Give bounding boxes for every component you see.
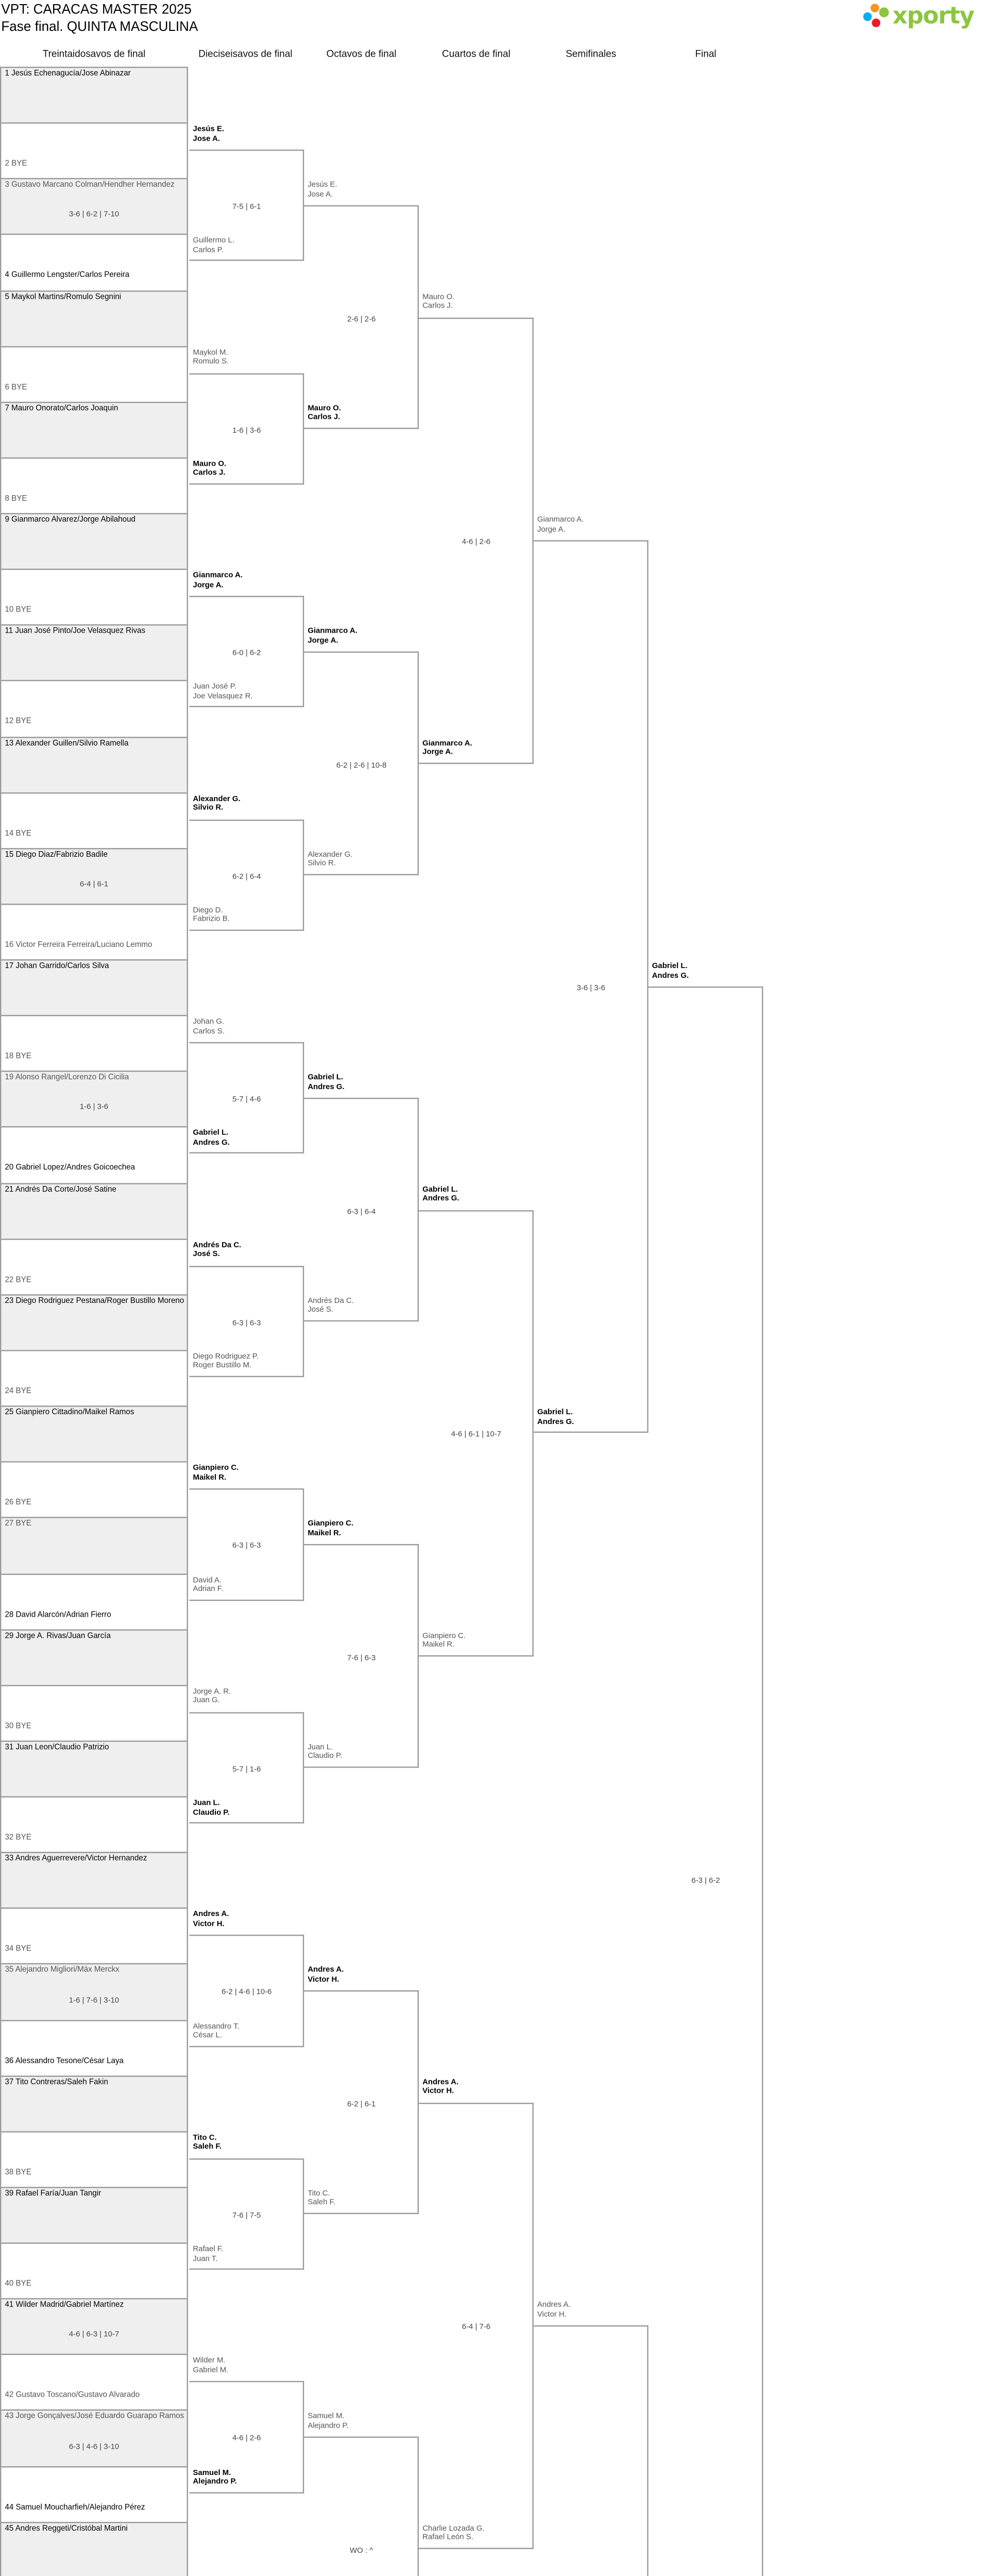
match-slot[interactable]: [0, 1462, 188, 1517]
player-top: 9 Gianmarco Alvarez/Jorge Abilahoud: [5, 515, 135, 524]
player-bottom: 10 BYE: [5, 606, 31, 615]
team-top-name: Jesús E.: [193, 125, 225, 134]
team-top-name: Gianmarco A.: [537, 515, 584, 524]
slot-divider: [1, 681, 186, 682]
slot-divider: [1, 1462, 186, 1463]
match-slot[interactable]: [0, 1573, 188, 1629]
slot-divider: [1, 1573, 186, 1574]
match-score: 1-6 | 3-6: [79, 1103, 109, 1112]
match-slot[interactable]: [0, 1015, 188, 1071]
slot-divider: [1, 1908, 186, 1909]
match-score: 1-6 | 3-6: [232, 426, 261, 435]
match-score: 3-6 | 3-6: [576, 984, 605, 993]
team-top-name: Andrés Da C.: [193, 1241, 242, 1250]
team-top-name: Gianpiero C.: [308, 1519, 354, 1529]
player-top: 31 Juan Leon/Claudio Patrizio: [5, 1743, 109, 1752]
match-slot[interactable]: [0, 2075, 188, 2131]
player-top: 43 Jorge Gonçalves/José Eduardo Guarapo Ramos: [5, 2412, 184, 2421]
team-bottom-name: Saleh F.: [308, 2198, 336, 2208]
slot-divider: [1, 290, 186, 291]
match-slot[interactable]: [0, 1294, 188, 1350]
team-bottom-name: Carlos J.: [308, 413, 340, 422]
match-score: 6-3 | 6-4: [347, 1207, 376, 1216]
team-top-name: Wilder M.: [193, 2357, 226, 2366]
team-top-name: Andres A.: [308, 1966, 344, 1975]
team-bottom-name: Claudio P.: [308, 1752, 343, 1761]
match-slot[interactable]: [0, 1071, 188, 1127]
player-bottom: 22 BYE: [5, 1275, 31, 1284]
team-top-name: Andres A.: [422, 2077, 459, 2087]
slot-divider: [1, 2020, 186, 2021]
team-top-name: Andres G.: [308, 1082, 345, 1092]
player-top: 15 Diego Diaz/Fabrizio Badile: [5, 850, 108, 859]
match-slot[interactable]: [0, 2020, 188, 2075]
logo-text: xporty: [892, 2, 974, 30]
team-top-name: Romulo S.: [193, 357, 229, 366]
team-bottom-name: Tito C.: [308, 2189, 330, 2198]
match-slot[interactable]: [0, 569, 188, 624]
player-bottom: 30 BYE: [5, 1721, 31, 1731]
match-slot[interactable]: [0, 736, 188, 792]
match-score: 4-6 | 6-3 | 10-7: [69, 2330, 120, 2340]
team-bottom-name: Andres G.: [193, 1138, 230, 1147]
player-bottom: 28 David Alarcón/Adrian Fierro: [5, 1610, 111, 1619]
slot-divider: [1, 513, 186, 514]
team-top-name: Gabriel L.: [652, 961, 688, 971]
team-bottom-name: Alejandro P.: [193, 2477, 237, 2486]
team-bottom-name: César L.: [193, 2031, 222, 2040]
slot-divider: [1, 1517, 186, 1518]
match-score: 6-0 | 6-2: [232, 649, 261, 658]
team-top-name: Jesús E.: [308, 180, 337, 190]
round-header-r16: Octavos de final: [326, 48, 397, 60]
player-top: 19 Alonso Rangel/Lorenzo Di Cicilia: [5, 1073, 129, 1082]
player-top: 39 Rafael Faría/Juan Tangir: [5, 2189, 101, 2198]
team-bottom-name: Maikel R.: [422, 1640, 455, 1650]
player-top: 23 Diego Rodriguez Pestana/Roger Bustillo Moreno: [5, 1296, 184, 1306]
player-bottom: 34 BYE: [5, 1945, 31, 1954]
slot-divider: [1, 792, 186, 793]
team-top-name: Carlos J.: [422, 301, 453, 311]
page-title: VPT: CARACAS MASTER 2025: [1, 2, 192, 18]
slot-divider: [1, 2243, 186, 2244]
player-top: 13 Alexander Guillen/Silvio Ramella: [5, 738, 129, 748]
match-score: 4-6 | 6-1 | 10-7: [451, 1430, 502, 1439]
match-score: 6-3 | 6-3: [232, 1542, 261, 1551]
slot-divider: [1, 1127, 186, 1128]
slot-divider: [1, 1182, 186, 1183]
match-slot[interactable]: [0, 123, 188, 178]
team-top-name: Jorge A.: [193, 580, 224, 589]
team-bottom-name: Andrés Da C.: [308, 1296, 354, 1306]
team-top-name: Jorge A.: [308, 636, 338, 646]
bracket-bottom-border: [0, 1852, 188, 1853]
player-top: 25 Gianpiero Cittadino/Maikel Ramos: [5, 1408, 134, 1417]
match-slot[interactable]: [0, 1239, 188, 1294]
player-top: 45 Andres Reggeti/Cristóbal Martini: [5, 2524, 128, 2533]
team-bottom-name: Jorge A.: [422, 748, 453, 757]
match-slot[interactable]: [0, 1350, 188, 1405]
team-top-name: Gianpiero C.: [193, 1464, 239, 1473]
match-box[interactable]: [649, 987, 763, 2576]
team-bottom-name: Silvio R.: [308, 859, 336, 869]
team-bottom-name: Rafael León S.: [422, 2533, 473, 2542]
team-bottom-name: Carlos P.: [193, 246, 224, 255]
match-slot[interactable]: [0, 346, 188, 401]
team-top-name: Andres G.: [652, 971, 689, 980]
match-slot[interactable]: [0, 290, 188, 346]
match-slot[interactable]: [0, 234, 188, 290]
match-slot[interactable]: [0, 959, 188, 1015]
team-top-name: Andres G.: [422, 1194, 459, 1203]
match-score: 4-6 | 2-6: [462, 537, 491, 547]
team-top-name: Victor H.: [193, 1919, 225, 1928]
match-slot[interactable]: [0, 1182, 188, 1238]
slot-divider: [1, 457, 186, 459]
page-subtitle: Fase final. QUINTA MASCULINA: [1, 20, 198, 35]
slot-divider: [1, 1239, 186, 1240]
player-bottom: 2 BYE: [5, 159, 27, 168]
match-slot[interactable]: [0, 624, 188, 680]
match-slot[interactable]: [0, 681, 188, 736]
match-slot[interactable]: [0, 2466, 188, 2521]
match-score: 6-2 | 6-4: [232, 872, 261, 882]
team-bottom-name: Gianmarco A.: [422, 738, 472, 748]
match-slot[interactable]: [0, 2243, 188, 2298]
team-bottom-name: Gianpiero C.: [422, 1631, 466, 1640]
match-score: 6-2 | 2-6 | 10-8: [336, 760, 387, 770]
slot-divider: [1, 2521, 186, 2522]
match-score: 6-3 | 6-3: [232, 1318, 261, 1328]
slot-divider: [1, 2075, 186, 2076]
slot-divider: [1, 2187, 186, 2188]
slot-divider: [1, 1350, 186, 1351]
round-header-qf: Cuartos de final: [442, 48, 510, 60]
slot-divider: [1, 904, 186, 905]
player-bottom: 44 Samuel Moucharfieh/Alejandro Pérez: [5, 2502, 145, 2512]
player-bottom: 6 BYE: [5, 382, 27, 392]
player-bottom: 20 Gabriel Lopez/Andres Goicoechea: [5, 1164, 135, 1173]
team-top-name: Victor H.: [308, 1975, 339, 1984]
match-score: 5-7 | 4-6: [232, 1095, 261, 1105]
team-bottom-name: Mauro O.: [193, 460, 227, 469]
match-slot[interactable]: [0, 1963, 188, 2019]
player-top: 5 Maykol Martins/Romulo Segnini: [5, 292, 122, 301]
round-header-r32: Dieciseisavos de final: [198, 48, 293, 60]
round-header-sf: Semifinales: [566, 48, 617, 60]
player-top: 29 Jorge A. Rivas/Juan García: [5, 1631, 111, 1640]
team-bottom-name: Gabriel L.: [537, 1408, 573, 1417]
team-top-name: Gianmarco A.: [193, 571, 243, 580]
team-top-name: Jorge A.: [537, 524, 566, 534]
team-top-name: Gabriel L.: [422, 1185, 458, 1194]
match-slot[interactable]: [0, 457, 188, 513]
player-top: 11 Juan José Pinto/Joe Velasquez Rivas: [5, 627, 146, 636]
player-bottom: 12 BYE: [5, 717, 31, 726]
slot-divider: [1, 1015, 186, 1016]
slot-divider: [1, 1685, 186, 1686]
team-top-name: Mauro O.: [422, 292, 455, 301]
slot-divider: [1, 401, 186, 402]
team-bottom-name: Fabrizio B.: [193, 915, 230, 924]
team-bottom-name: Alessandro T.: [193, 2022, 240, 2031]
match-slot[interactable]: [0, 513, 188, 569]
player-top: 27 BYE: [5, 1519, 31, 1529]
match-slot[interactable]: [0, 1740, 188, 1796]
match-box[interactable]: [534, 2326, 649, 2576]
team-bottom-name: Juan José P.: [193, 683, 236, 692]
logo-dot-orange: [871, 4, 879, 12]
team-top-name: Carlos S.: [193, 1027, 225, 1036]
match-slot[interactable]: [0, 178, 188, 234]
match-score: 6-2 | 4-6 | 10-6: [221, 1988, 272, 1997]
slot-divider: [1, 2410, 186, 2411]
team-top-name: Gianmarco A.: [308, 627, 357, 636]
match-slot[interactable]: [0, 2298, 188, 2354]
match-score: 4-6 | 2-6: [232, 2434, 261, 2444]
team-top-name: Samuel M.: [308, 2412, 345, 2421]
team-bottom-name: Charlie Lozada G.: [422, 2524, 485, 2533]
team-top-name: Jose A.: [193, 134, 220, 143]
slot-divider: [1, 1796, 186, 1797]
team-bottom-name: Joe Velasquez R.: [193, 692, 253, 701]
team-bottom-name: Juan L.: [308, 1743, 333, 1752]
team-top-name: Jorge A. R.: [193, 1687, 231, 1696]
logo-dot-red: [872, 19, 880, 27]
match-score: 6-3 | 6-2: [691, 1876, 720, 1886]
player-bottom: 42 Gustavo Toscano/Gustavo Alvarado: [5, 2391, 140, 2400]
player-bottom: 8 BYE: [5, 494, 27, 503]
player-top: 37 Tito Contreras/Saleh Fakin: [5, 2077, 108, 2087]
player-bottom: 32 BYE: [5, 1833, 31, 1842]
player-bottom: 36 Alessandro Tesone/César Laya: [5, 2056, 124, 2065]
team-top-name: Alexander G.: [193, 794, 241, 803]
team-top-name: Victor H.: [537, 2310, 567, 2319]
match-score: 7-6 | 6-3: [347, 1653, 376, 1663]
slot-divider: [1, 959, 186, 960]
round-header-final: Final: [695, 48, 717, 60]
match-slot[interactable]: [0, 401, 188, 457]
team-top-name: Saleh F.: [193, 2143, 222, 2151]
team-bottom-name: Diego D.: [193, 906, 223, 915]
match-score: WO : ^: [350, 2546, 373, 2555]
slot-divider: [1, 2354, 186, 2355]
team-bottom-name: Guillermo L.: [193, 236, 234, 245]
team-bottom-name: Roger Bustillo M.: [193, 1362, 252, 1370]
match-box[interactable]: [304, 2437, 419, 2576]
match-score: 7-5 | 6-1: [232, 203, 261, 212]
player-top: 7 Mauro Onorato/Carlos Joaquin: [5, 404, 118, 413]
slot-divider: [1, 2466, 186, 2467]
team-top-name: Jose A.: [308, 190, 333, 199]
match-slot[interactable]: [0, 1127, 188, 1182]
slot-divider: [1, 1294, 186, 1295]
match-score: 5-7 | 1-6: [232, 1765, 261, 1774]
team-top-name: Maykol M.: [193, 348, 228, 357]
player-bottom: 16 Victor Ferreira Ferreira/Luciano Lemmo: [5, 940, 152, 950]
slot-divider: [1, 1963, 186, 1964]
player-top: 41 Wilder Madrid/Gabriel Martínez: [5, 2300, 124, 2310]
slot-divider: [1, 67, 186, 68]
team-top-name: Maikel R.: [193, 1473, 227, 1482]
team-bottom-name: Alexander G.: [308, 850, 353, 859]
match-slot[interactable]: [0, 1685, 188, 1740]
team-bottom-name: José S.: [308, 1306, 334, 1315]
team-top-name: Victor H.: [422, 2087, 454, 2096]
slot-divider: [1, 2298, 186, 2299]
player-bottom: 26 BYE: [5, 1498, 31, 1507]
match-slot[interactable]: [0, 2187, 188, 2243]
match-score: 6-3 | 4-6 | 3-10: [69, 2442, 120, 2451]
player-bottom: 4 Guillermo Lengster/Carlos Pereira: [5, 271, 130, 280]
match-slot[interactable]: [0, 792, 188, 848]
match-slot[interactable]: [0, 2410, 188, 2466]
slot-divider: [1, 569, 186, 570]
team-top-name: Tito C.: [193, 2133, 217, 2142]
team-bottom-name: Mauro O.: [308, 404, 342, 413]
match-score: 6-2 | 6-1: [347, 2099, 376, 2109]
slot-divider: [1, 2131, 186, 2132]
xporty-logo[interactable]: [863, 1, 979, 33]
player-bottom: 14 BYE: [5, 829, 31, 838]
player-top: 1 Jesús Echenagucía/Jose Abinazar: [5, 69, 131, 78]
team-bottom-name: Gabriel L.: [193, 1129, 229, 1138]
match-slot[interactable]: [0, 1852, 188, 1908]
logo-dot-blue: [863, 12, 872, 21]
team-bottom-name: Claudio P.: [193, 1808, 230, 1817]
player-top: 33 Andres Aguerrevere/Victor Hernandez: [5, 1854, 147, 1863]
player-top: 21 Andrés Da Corte/José Satine: [5, 1185, 116, 1194]
player-top: 3 Gustavo Marcano Colman/Hendher Hernandez: [5, 180, 175, 190]
slot-divider: [1, 736, 186, 737]
match-slot[interactable]: [0, 1629, 188, 1685]
match-slot[interactable]: [0, 1908, 188, 1963]
team-bottom-name: Adrian F.: [193, 1585, 224, 1594]
match-score: 6-4 | 6-1: [79, 880, 109, 889]
team-bottom-name: Rafael F.: [193, 2245, 224, 2254]
team-top-name: Alejandro P.: [308, 2421, 349, 2431]
team-top-name: Maikel R.: [308, 1529, 342, 1538]
slot-divider: [1, 123, 186, 124]
player-bottom: 40 BYE: [5, 2279, 31, 2289]
player-bottom: 18 BYE: [5, 1052, 31, 1061]
player-bottom: 38 BYE: [5, 2168, 31, 2177]
team-bottom-name: Carlos J.: [193, 469, 226, 478]
match-slot[interactable]: [0, 848, 188, 904]
team-bottom-name: Juan L.: [193, 1799, 220, 1808]
slot-divider: [1, 1405, 186, 1406]
player-top: 35 Alejandro Migliori/Máx Merckx: [5, 1966, 120, 1975]
slot-divider: [1, 1629, 186, 1630]
team-top-name: Juan G.: [193, 1696, 220, 1705]
match-slot[interactable]: [0, 2354, 188, 2410]
team-bottom-name: Andres G.: [537, 1417, 574, 1427]
team-top-name: José S.: [193, 1250, 220, 1259]
match-slot[interactable]: [0, 904, 188, 959]
match-slot[interactable]: [0, 67, 188, 123]
team-bottom-name: Diego Rodriguez P.: [193, 1352, 259, 1361]
slot-divider: [1, 848, 186, 849]
logo-dot-green: [879, 7, 889, 17]
match-slot[interactable]: [0, 2521, 188, 2576]
player-bottom: 24 BYE: [5, 1387, 31, 1396]
match-slot[interactable]: [0, 1405, 188, 1461]
slot-divider: [1, 1071, 186, 1072]
match-score: 7-6 | 7-5: [232, 2211, 261, 2221]
match-score: 1-6 | 7-6 | 3-10: [69, 1996, 120, 2005]
slot-divider: [1, 1740, 186, 1741]
team-top-name: Silvio R.: [193, 804, 224, 812]
match-slot[interactable]: [0, 1517, 188, 1573]
team-top-name: Johan G.: [193, 1018, 225, 1027]
team-bottom-name: Juan T.: [193, 2254, 218, 2263]
player-top: 17 Johan Garrido/Carlos Silva: [5, 961, 109, 971]
match-score: 6-4 | 7-6: [462, 2323, 491, 2332]
match-slot[interactable]: [0, 1796, 188, 1852]
team-bottom-name: Samuel M.: [193, 2468, 231, 2477]
slot-divider: [1, 234, 186, 235]
team-top-name: Gabriel L.: [308, 1073, 344, 1082]
team-top-name: Andres A.: [537, 2300, 571, 2310]
slot-divider: [1, 346, 186, 347]
match-score: 3-6 | 6-2 | 7-10: [69, 210, 120, 219]
round-header-r64: Treintaidosavos de final: [42, 48, 146, 60]
team-top-name: Gabriel M.: [193, 2366, 229, 2375]
match-slot[interactable]: [0, 2131, 188, 2187]
team-bottom-name: David A.: [193, 1575, 222, 1584]
slot-divider: [1, 624, 186, 625]
team-top-name: Andres A.: [193, 1910, 229, 1919]
match-score: 2-6 | 2-6: [347, 314, 376, 324]
slot-divider: [1, 178, 186, 179]
